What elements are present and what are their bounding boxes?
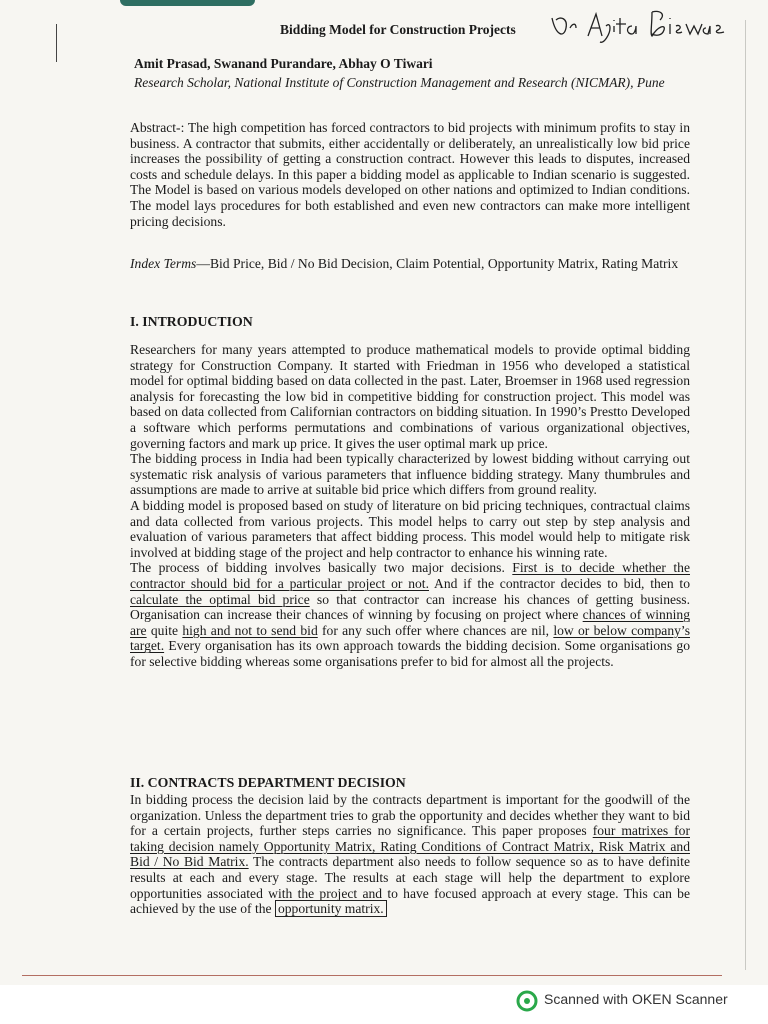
margin-pen-mark <box>56 24 57 62</box>
abstract-text: Abstract-: The high competition has forced contractors to bid projects with minimum profits to stay in business. A contractor that submits, either accidentally or deliberately, an unrealistically low bid price increases the possibility of getting a construction contract. However this leads to disputes, increased costs and schedule delays. In this paper a bidding model as applicable to Indian scenario is suggested. The Model is based on various models developed on other nations and optimized to Indian conditions. The model lays procedures for both established and even new contractors can make more intelligent pricing decisions. <box>130 120 690 229</box>
top-edge-tab <box>120 0 255 6</box>
underlined-phrase: low or below company’s target. <box>130 622 690 654</box>
underlined-phrase: high and not to send bid <box>182 622 318 638</box>
intro-paragraph-2: The bidding process in India had been typically characterized by lowest bidding without carrying out systematic risk analysis of various parameters that influence bidding strategy. Many thumbrules and assumptions are made to arrive at suitable bid price which differs from ground reality. <box>130 451 690 498</box>
underlined-phrase: First is to decide whether the contractor should bid for a particular project or not. <box>130 560 690 591</box>
affiliation-line: Research Scholar, National Institute of Construction Management and Research (NICMAR), Pune <box>134 75 665 90</box>
boxed-phrase: opportunity matrix. <box>275 900 387 917</box>
text-run: The contracts department also needs to follow sequence so as to have definite results at each and every stage. The results at each stage will help the department to explore opportunities associated with the project and to have focused approach at every stage. This can be achieved by the use of the <box>130 854 690 917</box>
index-terms-text: —Bid Price, Bid / No Bid Decision, Claim Potential, Opportunity Matrix, Rating Matrix <box>196 256 679 271</box>
authors-line: Amit Prasad, Swanand Purandare, Abhay O Tiwari <box>134 56 433 71</box>
paper-title: Bidding Model for Construction Projects <box>280 22 516 37</box>
text-run: The process of bidding involves basically two major decisions. <box>130 560 513 576</box>
index-terms-label: Index Terms <box>130 256 197 271</box>
intro-paragraph-1: Researchers for many years attempted to produce mathematical models to provide optimal bidding strategy for Construction Company. It started with Friedman in 1956 who developed a statistical model for optimal bidding based on data collected in the past. Later, Broemser in 1968 used regression analysis for forecasting the low bid in competitive bidding for construction project. This model was based on data collected from Californian contractors on bidding situation. In 1990’s Prestto Developed a software which performs permutations and combinations of various organizational objectives, governing factors and mark up price. It gives the user optimal mark up price. <box>130 342 690 451</box>
text-run: quite <box>146 622 183 638</box>
handwritten-signature <box>548 6 738 46</box>
bottom-page-rule <box>22 975 722 976</box>
text-run: In bidding process the decision laid by the contracts department is important for the goodwill of the organization. Unless the department tries to grab the opportunity and decides whether they want to bid for a certain projects, further steps carries no significance. This paper proposes <box>130 792 690 839</box>
text-run: for any such offer where chances are nil, <box>317 622 554 638</box>
oken-scanner-logo-icon <box>516 990 538 1012</box>
contracts-paragraph <box>130 792 690 917</box>
underlined-phrase: chances of winning are <box>130 607 690 638</box>
text-run: And if the contractor decides to bid, then to <box>428 575 690 591</box>
underlined-phrase: calculate the optimal bid price <box>130 591 310 607</box>
page-edge-shadow <box>745 20 746 970</box>
underlined-phrase: four matrixes for taking decision namely Opportunity Matrix, Rating Conditions of Contract Matrix, Risk Matrix and Bid / No Bid Matrix. <box>130 823 690 870</box>
section-heading-introduction: I. INTRODUCTION <box>130 314 253 329</box>
introduction-body <box>130 342 690 669</box>
text-run: Every organisation has its own approach towards the bidding decision. Some organisations go for selective bidding whereas some organisations prefer to bid for almost all the projects. <box>130 638 690 669</box>
intro-paragraph-3: A bidding model is proposed based on study of literature on bid pricing techniques, contractual claims and data collected from various projects. This model helps to carry out step by step analysis and evaluation of various parameters that affect bidding process. This model would help to mitigate risk involved at bidding stage of the project and help contractor to enhance his winning rate. <box>130 497 690 560</box>
text-run: so that contractor can increase his chances of getting business. Organisation can increase their chances of winning by focusing on project where <box>130 591 690 623</box>
section-heading-contracts: II. CONTRACTS DEPARTMENT DECISION <box>130 775 406 790</box>
contracts-body <box>130 792 690 917</box>
abstract-paragraph <box>130 120 690 229</box>
scanner-watermark-text: Scanned with OKEN Scanner <box>544 991 728 1007</box>
index-terms <box>130 256 690 272</box>
intro-paragraph-4 <box>130 560 690 669</box>
